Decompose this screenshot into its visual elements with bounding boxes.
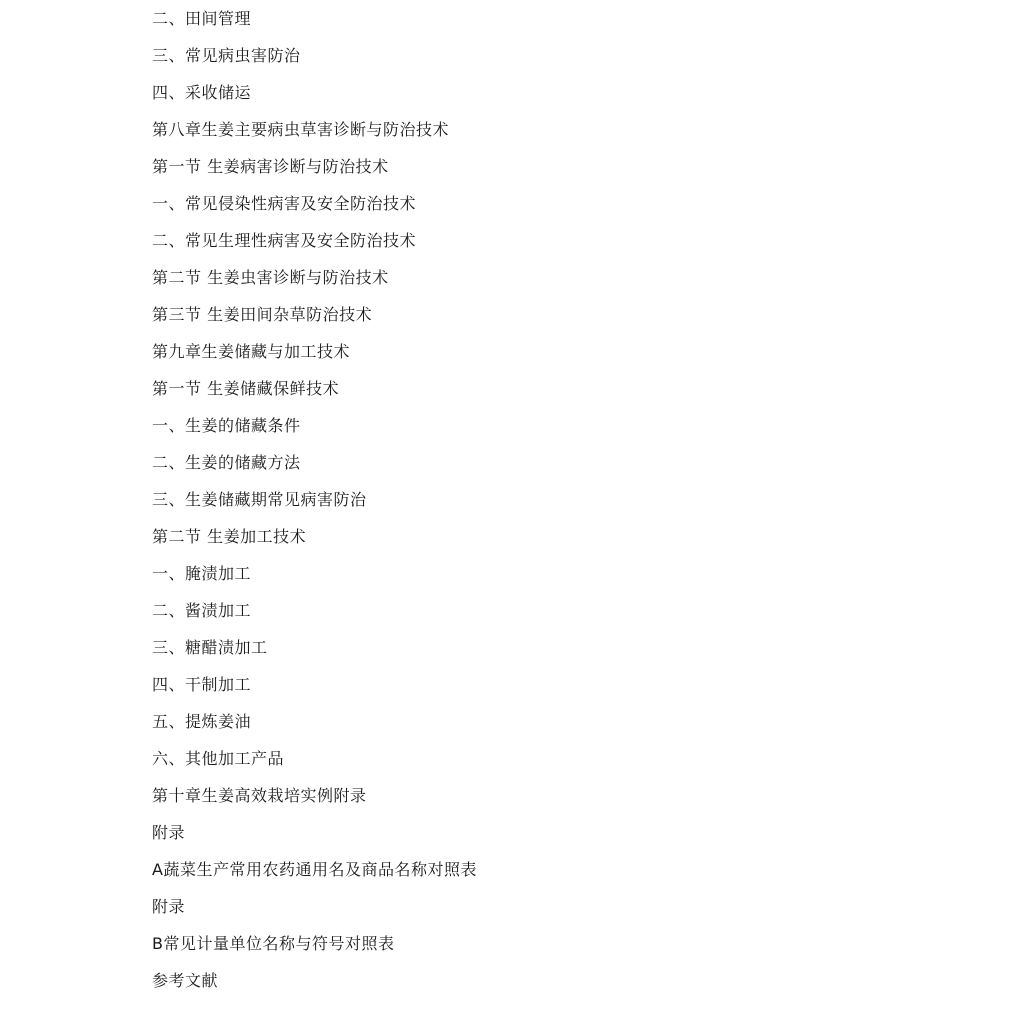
toc-line: 五、提炼姜油 [152, 712, 252, 731]
toc-section-heading: 第三节 生姜田间杂草防治技术 [152, 305, 373, 324]
toc-chapter-heading: 第九章生姜储藏与加工技术 [152, 342, 351, 361]
toc-line: 一、常见侵染性病害及安全防治技术 [152, 194, 417, 213]
toc-line: 四、采收储运 [152, 83, 252, 102]
toc-references-heading: 参考文献 [152, 971, 219, 990]
table-of-contents [152, 0, 972, 999]
toc-section-heading: 第一节 生姜储藏保鲜技术 [152, 379, 340, 398]
toc-section-heading: 第一节 生姜病害诊断与防治技术 [152, 157, 389, 176]
toc-section-heading: 第二节 生姜加工技术 [152, 527, 307, 546]
toc-line: 三、糖醋渍加工 [152, 638, 268, 657]
toc-line: 二、酱渍加工 [152, 601, 252, 620]
toc-line: 一、腌渍加工 [152, 564, 252, 583]
toc-line: 六、其他加工产品 [152, 749, 285, 768]
toc-section-heading: 第二节 生姜虫害诊断与防治技术 [152, 268, 389, 287]
toc-appendix-heading: 附录 [152, 897, 186, 916]
toc-chapter-heading: 第十章生姜高效栽培实例附录 [152, 786, 367, 805]
toc-chapter-heading: 第八章生姜主要病虫草害诊断与防治技术 [152, 120, 450, 139]
toc-line: B常见计量单位名称与符号对照表 [152, 934, 395, 953]
toc-line: 三、常见病虫害防治 [152, 46, 301, 65]
toc-line: 二、生姜的储藏方法 [152, 453, 301, 472]
toc-line: 二、常见生理性病害及安全防治技术 [152, 231, 417, 250]
toc-line: 二、田间管理 [152, 9, 252, 28]
toc-appendix-heading: 附录 [152, 823, 186, 842]
toc-line: A蔬菜生产常用农药通用名及商品名称对照表 [152, 860, 477, 879]
toc-line: 一、生姜的储藏条件 [152, 416, 301, 435]
toc-line: 四、干制加工 [152, 675, 252, 694]
toc-line: 三、生姜储藏期常见病害防治 [152, 490, 367, 509]
